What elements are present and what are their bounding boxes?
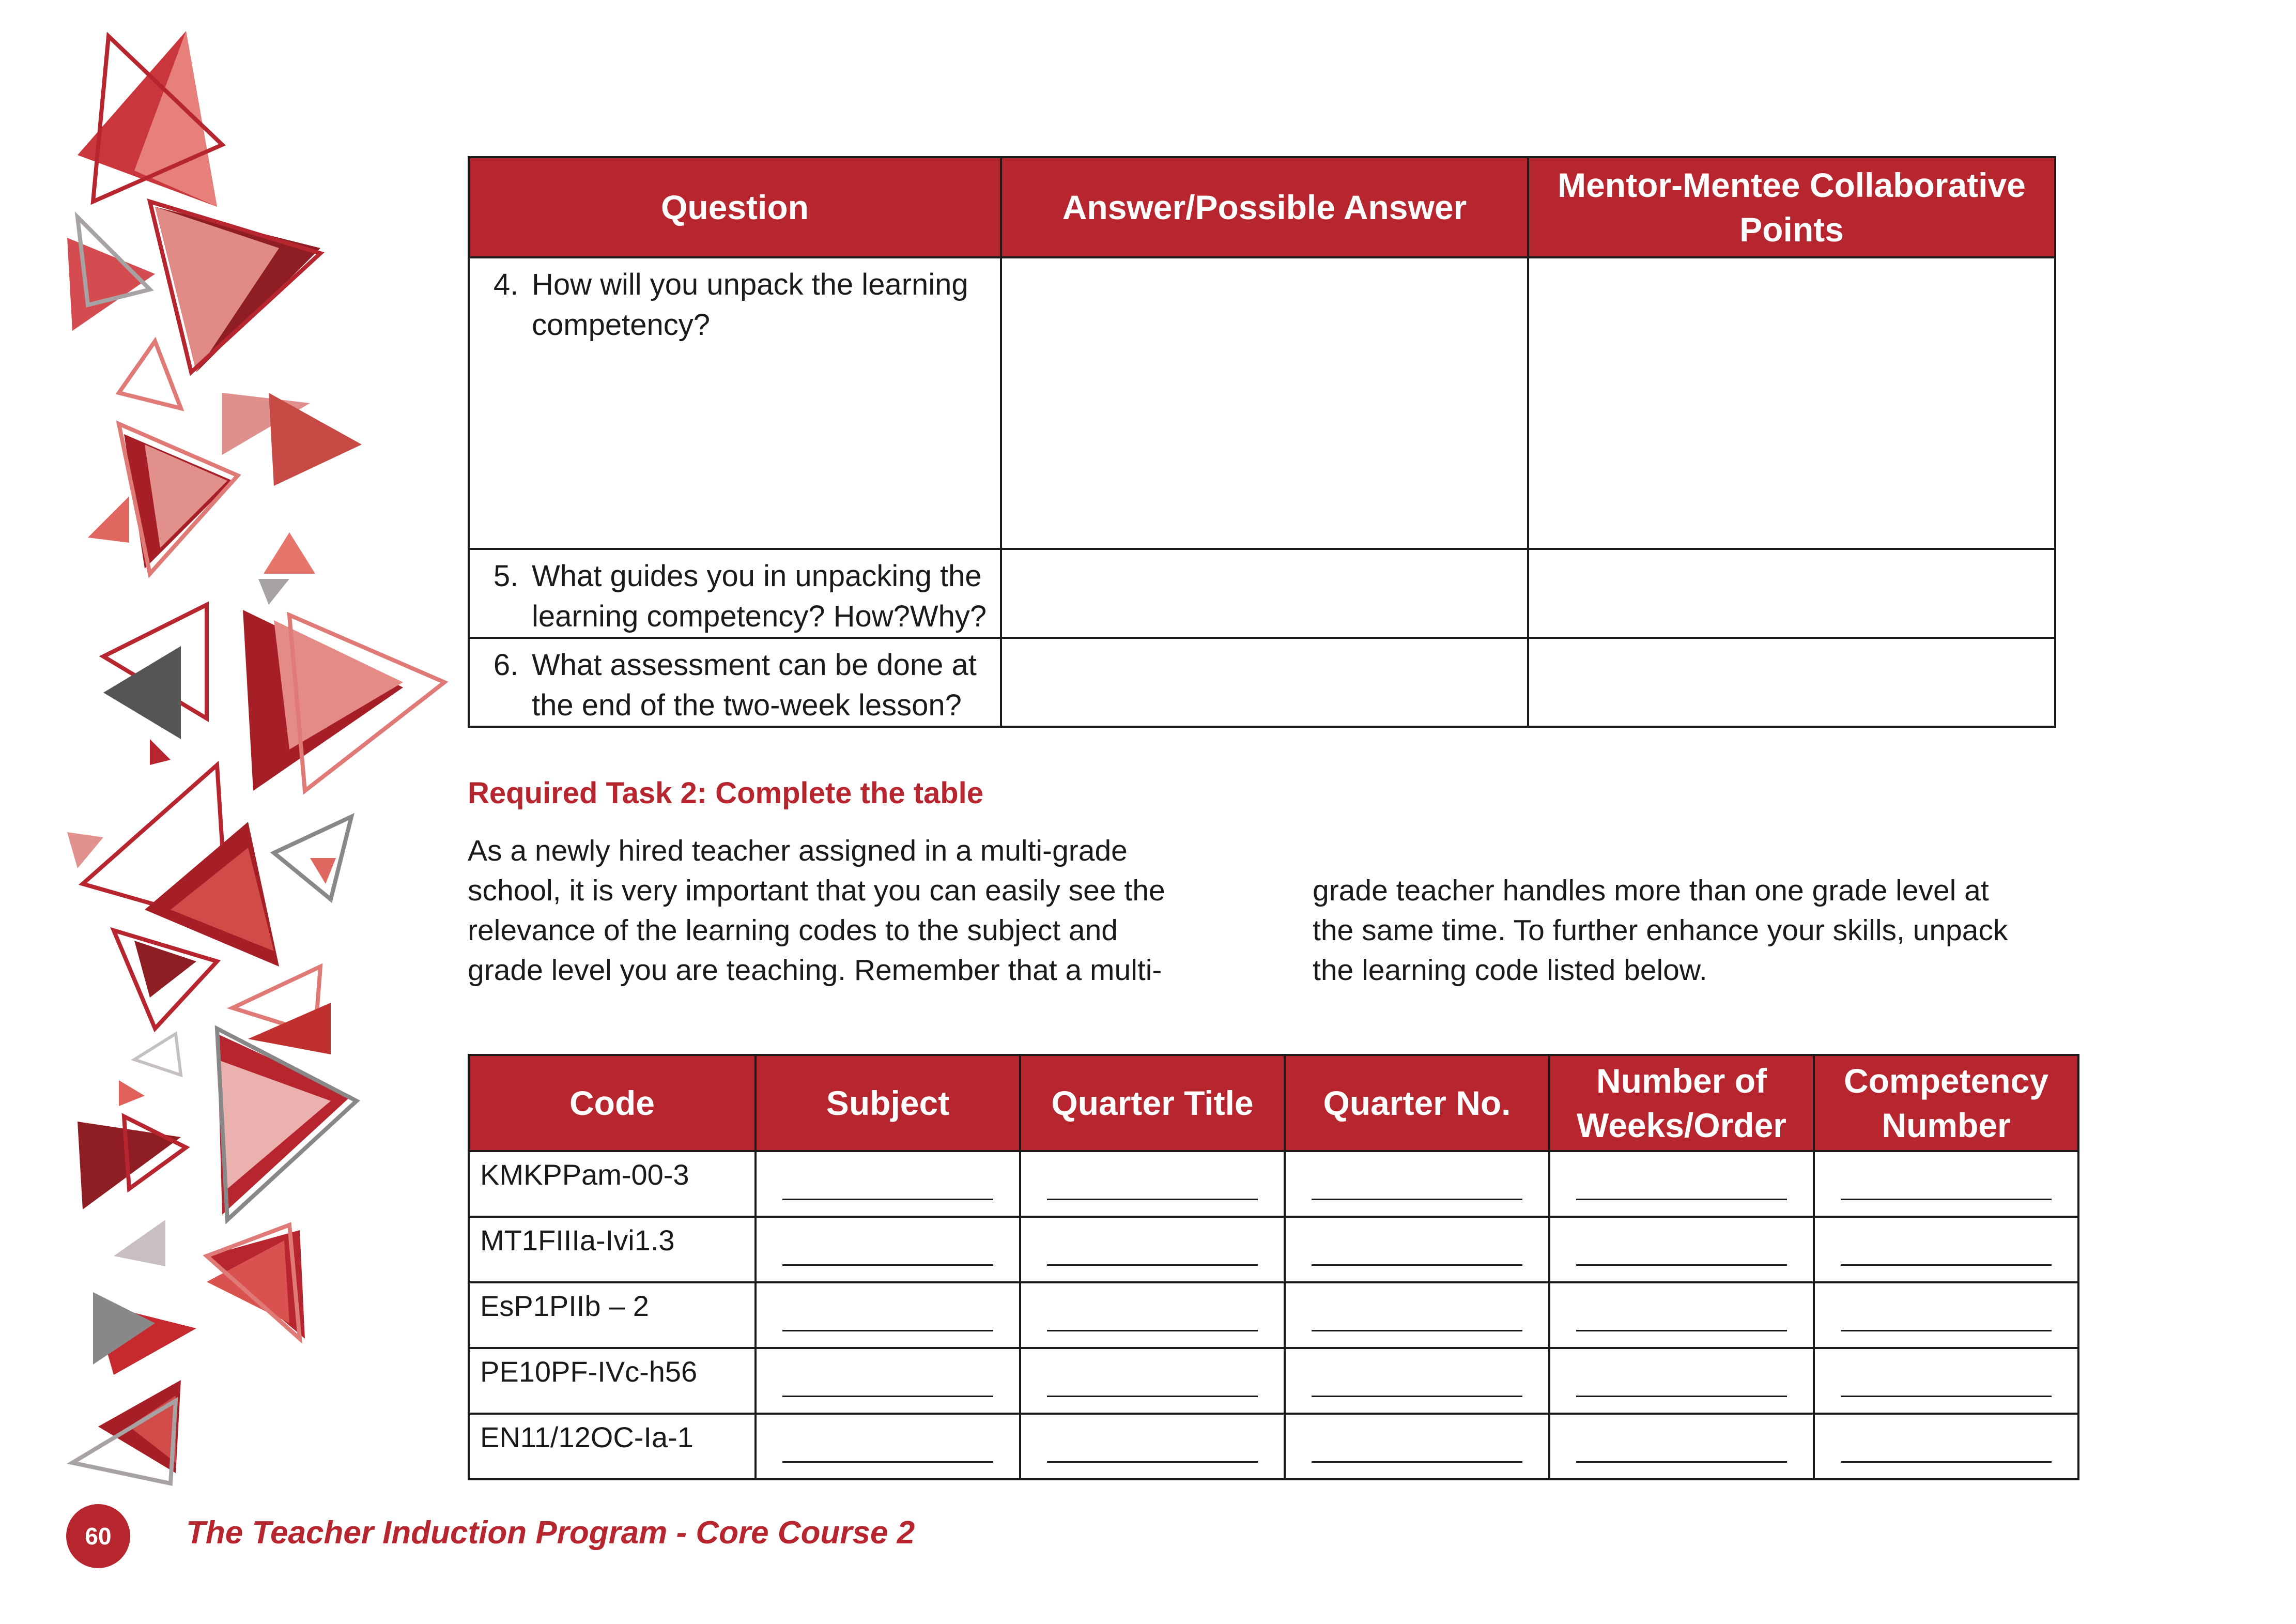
competency-number-blank[interactable] [1814, 1151, 2078, 1217]
answer-cell[interactable] [1001, 549, 1528, 638]
paragraph-line: relevance of the learning codes to the subject and [468, 914, 1118, 947]
code-table-header [469, 1055, 2078, 1151]
weeks-order-blank[interactable] [1549, 1151, 1814, 1217]
subject-blank[interactable] [756, 1282, 1020, 1348]
answer-cell[interactable] [1001, 257, 1528, 549]
header-quarter-no: Quarter No. [1285, 1055, 1549, 1151]
task-paragraph-left [468, 831, 1274, 990]
table-row [469, 1217, 2078, 1282]
paragraph-line: the learning code listed below. [1313, 954, 1707, 987]
page-number-badge: 60 [66, 1504, 130, 1568]
quarter-title-blank[interactable] [1020, 1414, 1285, 1479]
question-row [469, 257, 2055, 549]
header-subject: Subject [756, 1055, 1020, 1151]
quarter-no-blank[interactable] [1285, 1151, 1549, 1217]
header-answer: Answer/Possible Answer [1001, 157, 1528, 257]
question-row [469, 638, 2055, 727]
table-row [469, 1151, 2078, 1217]
weeks-order-blank[interactable] [1549, 1414, 1814, 1479]
code-cell: EsP1PIIb – 2 [469, 1282, 756, 1348]
question-number: 6. [493, 648, 519, 682]
question-cell [469, 638, 1001, 727]
answer-cell[interactable] [1001, 638, 1528, 727]
quarter-title-blank[interactable] [1020, 1217, 1285, 1282]
weeks-order-blank[interactable] [1549, 1282, 1814, 1348]
code-cell: KMKPPam-00-3 [469, 1151, 756, 1217]
table-row [469, 1348, 2078, 1414]
collaborative-points-cell[interactable] [1528, 638, 2055, 727]
quarter-title-blank[interactable] [1020, 1348, 1285, 1414]
quarter-title-blank[interactable] [1020, 1151, 1285, 1217]
quarter-title-blank[interactable] [1020, 1282, 1285, 1348]
question-cell [469, 257, 1001, 549]
table-row [469, 1282, 2078, 1348]
footer-title: The Teacher Induction Program - Core Course 2 [186, 1515, 915, 1551]
subject-blank[interactable] [756, 1414, 1020, 1479]
subject-blank[interactable] [756, 1348, 1020, 1414]
paragraph-line: grade teacher handles more than one grade level at [1313, 874, 1989, 907]
subject-blank[interactable] [756, 1217, 1020, 1282]
header-weeks-order: Number of Weeks/Order [1549, 1055, 1814, 1151]
question-number: 4. [493, 268, 519, 301]
header-collaborative-points: Mentor-Mentee Collaborative Points [1528, 157, 2055, 257]
question-row [469, 549, 2055, 638]
header-competency-number: Competency Number [1814, 1055, 2078, 1151]
code-cell: PE10PF-IVc-h56 [469, 1348, 756, 1414]
task-heading: Required Task 2: Complete the table [468, 776, 984, 810]
competency-number-blank[interactable] [1814, 1217, 2078, 1282]
question-table [468, 156, 2056, 728]
question-number: 5. [493, 559, 519, 593]
task-paragraph-right [1313, 871, 2088, 990]
decorative-triangles [0, 0, 465, 1551]
quarter-no-blank[interactable] [1285, 1217, 1549, 1282]
question-text: How will you unpack the learning competency? [532, 268, 968, 342]
table-row [469, 1414, 2078, 1479]
collaborative-points-cell[interactable] [1528, 257, 2055, 549]
competency-number-blank[interactable] [1814, 1282, 2078, 1348]
competency-number-blank[interactable] [1814, 1414, 2078, 1479]
subject-blank[interactable] [756, 1151, 1020, 1217]
code-cell: EN11/12OC-Ia-1 [469, 1414, 756, 1479]
question-table-header [469, 157, 2055, 257]
collaborative-points-cell[interactable] [1528, 549, 2055, 638]
header-code: Code [469, 1055, 756, 1151]
question-cell [469, 549, 1001, 638]
code-cell: MT1FIIIa-Ivi1.3 [469, 1217, 756, 1282]
weeks-order-blank[interactable] [1549, 1217, 1814, 1282]
paragraph-line: grade level you are teaching. Remember that a multi- [468, 954, 1162, 987]
quarter-no-blank[interactable] [1285, 1282, 1549, 1348]
learning-code-table [468, 1054, 2079, 1480]
weeks-order-blank[interactable] [1549, 1348, 1814, 1414]
competency-number-blank[interactable] [1814, 1348, 2078, 1414]
paragraph-line: school, it is very important that you can easily see the [468, 874, 1165, 907]
question-text: What assessment can be done at the end of the two-week lesson? [532, 648, 977, 722]
paragraph-line: the same time. To further enhance your skills, unpack [1313, 914, 2008, 947]
quarter-no-blank[interactable] [1285, 1414, 1549, 1479]
quarter-no-blank[interactable] [1285, 1348, 1549, 1414]
question-text: What guides you in unpacking the learning competency? How?Why? [532, 559, 987, 633]
header-quarter-title: Quarter Title [1020, 1055, 1285, 1151]
paragraph-line: As a newly hired teacher assigned in a multi-grade [468, 834, 1128, 867]
header-question: Question [469, 157, 1001, 257]
